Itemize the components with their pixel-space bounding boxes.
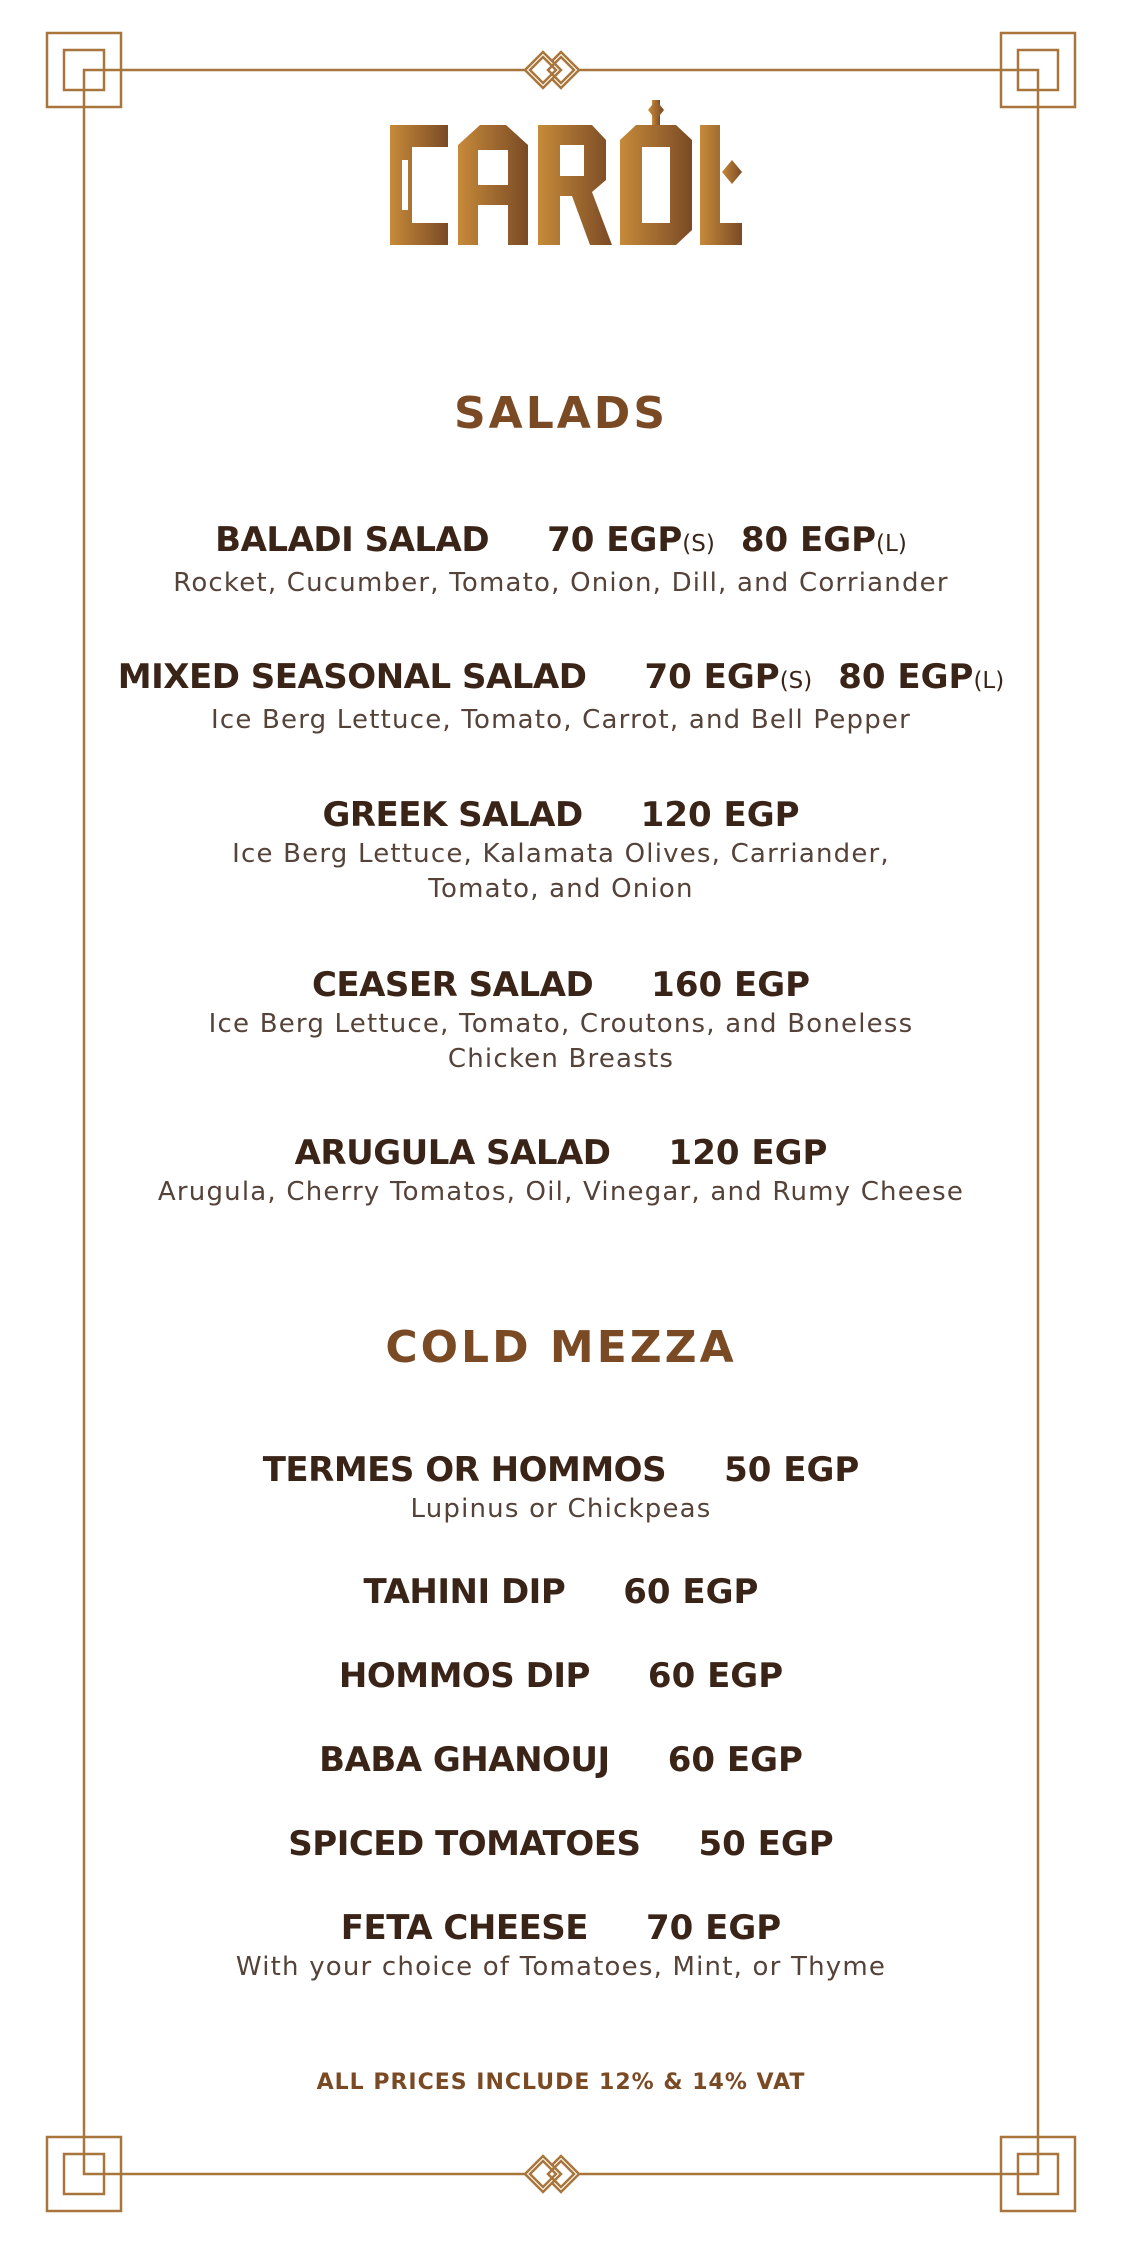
item-price: 120 EGP — [640, 795, 800, 835]
menu-item — [84, 1738, 1038, 1782]
item-description: Chicken Breasts — [447, 1044, 675, 1074]
item-price: 70 EGP — [646, 1908, 782, 1948]
menu-item — [84, 1822, 1038, 1866]
item-price: 70 EGP — [547, 520, 683, 560]
item-name: FETA CHEESE — [340, 1908, 589, 1948]
item-price: 120 EGP — [668, 1133, 828, 1173]
item-name: CEASER SALAD — [311, 965, 594, 1005]
item-name: TERMES OR HOMMOS — [262, 1450, 667, 1490]
item-description: Lupinus or Chickpeas — [410, 1494, 712, 1524]
item-size: (S) — [682, 531, 715, 557]
item-price: 50 EGP — [724, 1450, 860, 1490]
item-name: MIXED SEASONAL SALAD — [117, 657, 587, 697]
item-size: (L) — [973, 668, 1005, 694]
section-title-salads: SALADS — [453, 388, 669, 439]
section-title-cold-mezza: COLD MEZZA — [385, 1322, 737, 1373]
menu-item — [84, 1570, 1038, 1614]
item-description: With your choice of Tomatoes, Mint, or Thyme — [235, 1952, 887, 1982]
item-name: SPICED TOMATOES — [288, 1824, 641, 1864]
item-description: Ice Berg Lettuce, Kalamata Olives, Carriander, — [232, 839, 890, 869]
item-description: Tomato, and Onion — [428, 874, 694, 904]
vat-note: ALL PRICES INCLUDE 12% & 14% VAT — [316, 2070, 806, 2095]
menu-item — [84, 1654, 1038, 1698]
carol-logo — [380, 100, 742, 260]
item-price: 60 EGP — [667, 1740, 803, 1780]
item-name: HOMMOS DIP — [338, 1656, 590, 1696]
item-price: 50 EGP — [698, 1824, 834, 1864]
item-name: TAHINI DIP — [363, 1572, 566, 1612]
menu-item — [84, 518, 1038, 601]
item-name: ARUGULA SALAD — [294, 1133, 611, 1173]
item-price: 60 EGP — [647, 1656, 784, 1696]
item-description: Ice Berg Lettuce, Tomato, Croutons, and Boneless — [208, 1009, 914, 1039]
item-price: 70 EGP — [644, 657, 780, 697]
item-price: 80 EGP — [740, 520, 877, 560]
menu-item — [84, 793, 1038, 907]
diamond-ornament-top — [525, 52, 579, 88]
menu-item — [84, 963, 1038, 1077]
item-name: BABA GHANOUJ — [319, 1740, 610, 1780]
item-price: 160 EGP — [651, 965, 811, 1005]
item-name: BALADI SALAD — [215, 520, 490, 560]
item-description: Arugula, Cherry Tomatos, Oil, Vinegar, and Rumy Cheese — [157, 1177, 965, 1207]
menu-item — [84, 655, 1038, 738]
diamond-ornament-bottom — [525, 2156, 579, 2192]
item-name: GREEK SALAD — [322, 795, 583, 835]
item-description: Rocket, Cucumber, Tomato, Onion, Dill, and Corriander — [173, 568, 949, 598]
item-description: Ice Berg Lettuce, Tomato, Carrot, and Bell Pepper — [210, 705, 912, 735]
menu-item — [84, 1448, 1038, 1527]
item-size: (L) — [876, 531, 907, 557]
item-price: 60 EGP — [623, 1572, 759, 1612]
menu-item — [84, 1131, 1038, 1210]
item-price: 80 EGP — [838, 657, 974, 697]
item-size: (S) — [779, 668, 813, 694]
menu-item — [84, 1906, 1038, 1985]
